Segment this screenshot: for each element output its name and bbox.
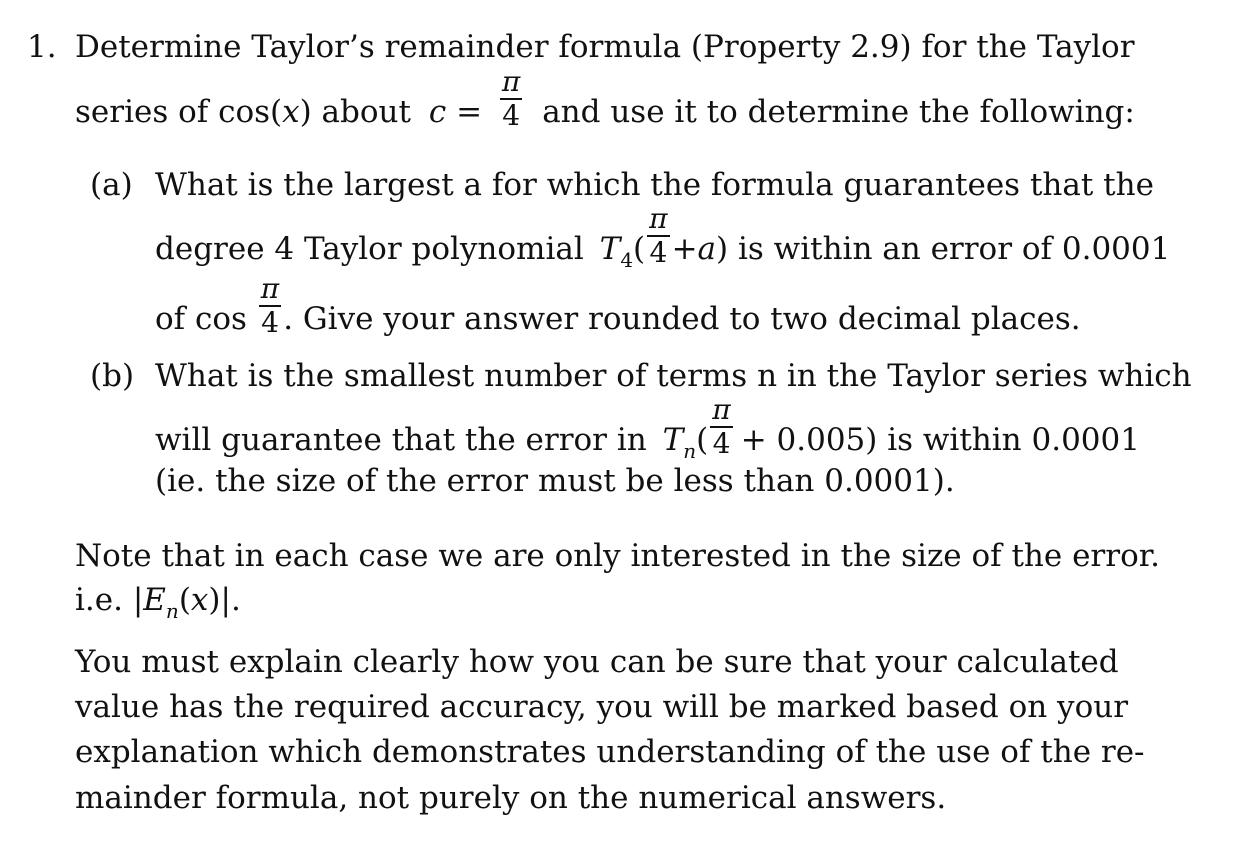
intro-var-x: x <box>282 93 300 130</box>
part-b-fraction-denominator: 4 <box>712 427 731 460</box>
note-close-text: )|. <box>208 582 241 618</box>
question-number: 1. <box>27 29 57 65</box>
part-a-fraction-numerator: π <box>649 202 668 235</box>
part-b-fraction-pi-over-4 <box>710 393 732 460</box>
note-E-subscript: n <box>165 599 179 623</box>
part-b-line-2 <box>155 393 1140 463</box>
instructions-line-4: mainder formula, not purely on the numerical answers. <box>75 780 947 816</box>
part-a-degree-text: degree 4 Taylor polynomial <box>155 230 584 267</box>
note-ie-text: i.e. | <box>75 582 144 618</box>
fraction-numerator: π <box>501 65 521 98</box>
instructions-line-3 <box>75 734 1175 770</box>
part-a-open-paren: ( <box>633 230 646 267</box>
part-b-within-text: + 0.005) is within 0.0001 <box>740 421 1140 458</box>
part-b-T: T <box>662 421 684 458</box>
part-b-question-text: What is the smallest number of terms n in the Taylor series which <box>155 358 1192 394</box>
part-a-cos-fraction-denominator: 4 <box>261 306 279 339</box>
instructions-text-2: value has the required accuracy, you will be marked based on your <box>75 689 1129 725</box>
part-a-cos-fraction-numerator: π <box>260 272 280 305</box>
part-a-cos-fraction-pi-over-4 <box>259 272 281 339</box>
note-text: Note that in each case we are only interested in the size of the error. <box>75 538 1160 574</box>
part-b-line-1 <box>155 358 1192 394</box>
question-intro-line-1 <box>75 29 1175 65</box>
part-b-line-3: (ie. the size of the error must be less than 0.0001). <box>155 463 955 499</box>
note-line-1 <box>75 538 1175 574</box>
question-intro-line-2 <box>75 65 1135 132</box>
part-a-rounding-text: . Give your answer rounded to two decimal places. <box>283 300 1081 337</box>
intro-series-text: series of cos( <box>75 93 283 130</box>
part-a-line-2 <box>155 202 1171 272</box>
fraction-denominator: 4 <box>502 99 521 132</box>
part-a-cos-text: of cos <box>155 300 247 337</box>
instructions-line-2 <box>75 689 1175 725</box>
part-a-T: T <box>599 230 621 267</box>
part-a-label: (a) <box>90 167 133 203</box>
question-intro-text: Determine Taylor’s remainder formula (Property 2.9) for the Taylor <box>75 29 1135 65</box>
fraction-pi-over-4 <box>500 65 522 132</box>
part-a-fraction-denominator: 4 <box>649 236 668 269</box>
part-a-fraction-pi-over-4 <box>647 202 669 269</box>
intro-equals: = <box>446 93 483 130</box>
note-open-paren: ( <box>178 582 191 618</box>
part-a-line-1 <box>155 167 1175 203</box>
intro-use-text: and use it to determine the following: <box>542 93 1135 130</box>
instructions-text-3: explanation which demonstrates understanding of the use of the re- <box>75 734 1145 770</box>
part-b-guarantee-text: will guarantee that the error in <box>155 421 647 458</box>
intro-var-c: c <box>428 93 447 130</box>
part-a-error-text: ) is within an error of 0.0001 <box>716 230 1171 267</box>
instructions-text-1: You must explain clearly how you can be sure that your calculated <box>75 644 1119 680</box>
note-E: E <box>143 582 166 618</box>
part-a-T-subscript: 4 <box>620 247 634 272</box>
part-b-T-subscript: n <box>683 438 697 463</box>
note-line-2 <box>75 582 241 623</box>
part-b-fraction-numerator: π <box>712 393 731 426</box>
instructions-line-1 <box>75 644 1175 680</box>
part-a-question-text: What is the largest a for which the formula guarantees that the <box>155 167 1154 203</box>
intro-about-text: ) about <box>299 93 411 130</box>
part-a-plus: + <box>671 230 698 267</box>
note-var-x: x <box>190 582 209 618</box>
part-b-open-paren: ( <box>696 421 709 458</box>
part-a-line-3 <box>155 272 1081 339</box>
part-b-label: (b) <box>90 358 135 394</box>
part-a-var-a: a <box>697 230 717 267</box>
